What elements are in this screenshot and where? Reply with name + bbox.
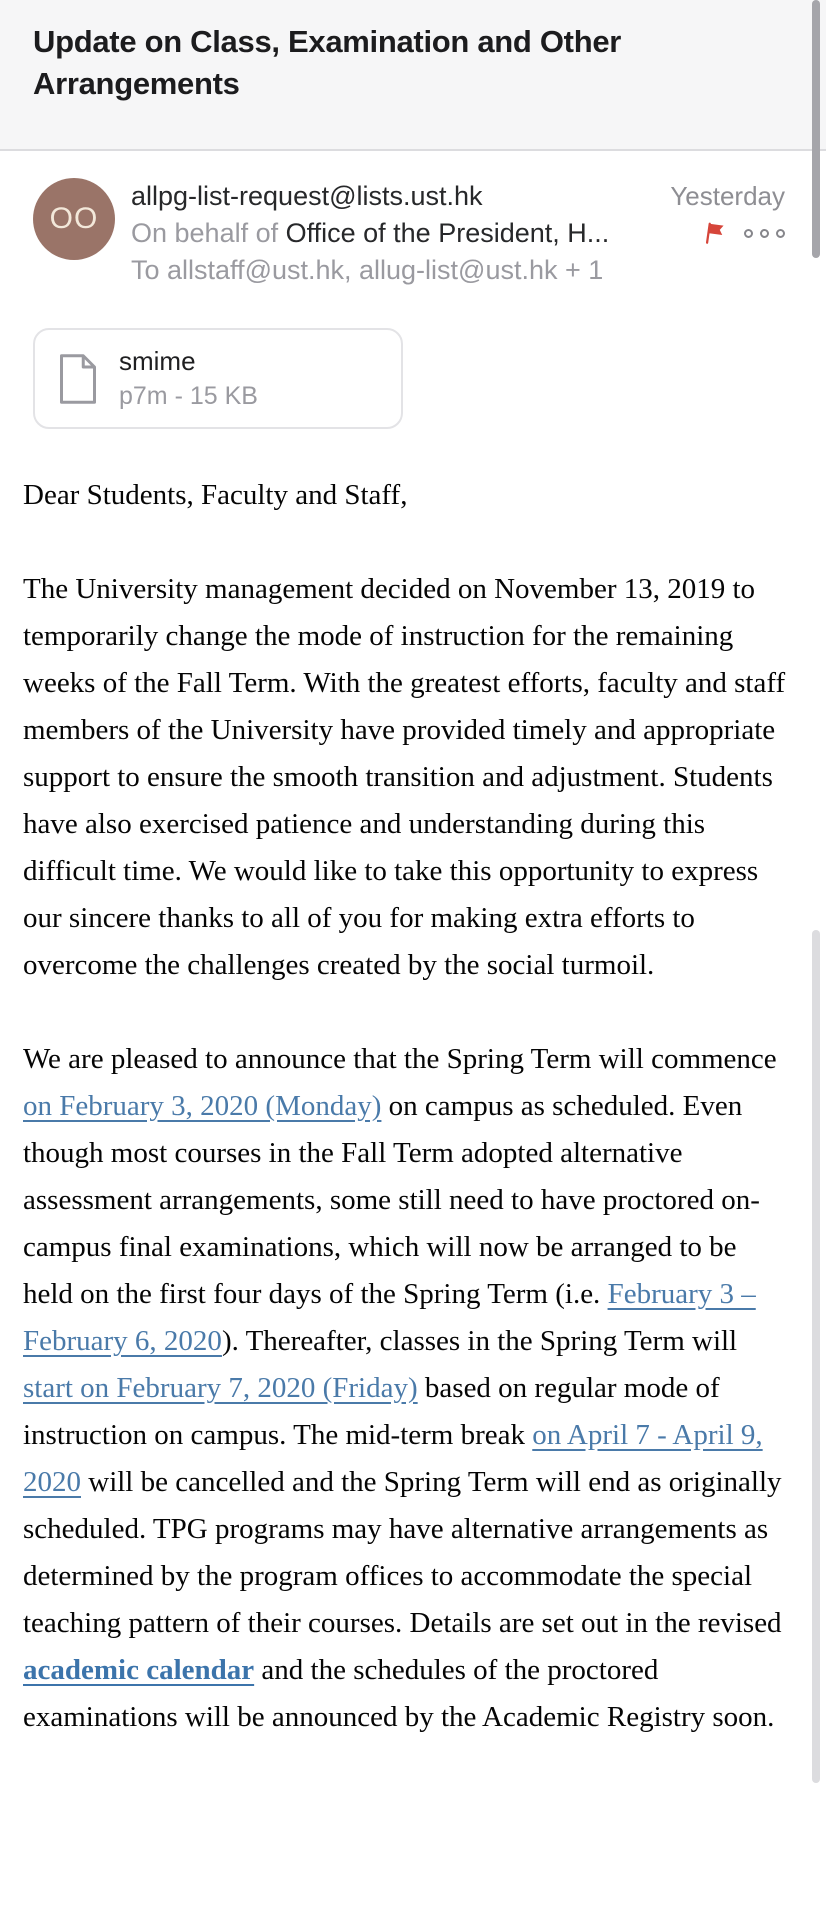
sender-email[interactable]: allpg-list-request@lists.ust.hk [131, 181, 483, 211]
body-text-segment: based on regular mode of instruction on campus. The mid-term break [23, 1372, 720, 1451]
on-behalf-prefix: On behalf of [131, 218, 286, 248]
sender-row [131, 178, 785, 215]
subject-bar [0, 0, 826, 151]
sender-details [131, 178, 785, 289]
page-scrollbar-thumb[interactable] [812, 0, 820, 258]
body-text-segment: ). Thereafter, classes in the Spring Term will [221, 1325, 738, 1357]
attachment-card[interactable] [33, 328, 403, 429]
body-link[interactable]: academic calendar [23, 1654, 255, 1686]
attachment-meta: p7m - 15 KB [119, 382, 258, 410]
body-text-segment: will be cancelled and the Spring Term will end as originally scheduled. TPG programs may have alternative arrangements as determined by the program offices to accommodate the special teaching pattern of their courses. Details are set out in the revised [23, 1466, 782, 1639]
body-link[interactable]: start on February 7, 2020 (Friday) [23, 1372, 418, 1404]
more-options-icon[interactable] [744, 229, 785, 238]
sender-avatar[interactable] [33, 178, 115, 260]
subject-title: Update on Class, Examination and Other Arrangements [33, 24, 622, 101]
message-body [23, 472, 789, 1741]
on-behalf-text [131, 218, 689, 249]
attachment-info [119, 346, 258, 411]
body-paragraph-2 [23, 1036, 789, 1741]
recipients[interactable]: To allstaff@ust.hk, allug-list@ust.hk + 1 [131, 255, 604, 285]
avatar-initials: OO [49, 202, 99, 235]
attachment-name: smime [119, 346, 196, 376]
sender-header [0, 151, 826, 289]
body-paragraph-1: The University management decided on November 13, 2019 to temporarily change the mode of instruction for the remaining weeks of the Fall Term. With the greatest efforts, faculty and staff members of the University have provided timely and appropriate support to ensure the smooth transition and adjustment. Students have also exercised patience and understanding during this difficult time. We would like to take this opportunity to express our sincere thanks to all of you for making extra efforts to overcome the challenges created by the social turmoil. [23, 573, 786, 981]
recipients-row [131, 252, 785, 289]
body-link[interactable]: on April 7 - April 9, 2020 [23, 1419, 763, 1498]
body-scrollbar-thumb[interactable] [812, 930, 820, 1783]
body-salutation: Dear Students, Faculty and Staff, [23, 479, 408, 511]
body-link[interactable]: on February 3, 2020 (Monday) [23, 1090, 382, 1122]
timestamp: Yesterday [670, 181, 785, 211]
flag-icon[interactable] [701, 220, 728, 247]
body-link[interactable]: February 3 – February 6, 2020 [23, 1278, 756, 1357]
body-text-segment: and the schedules of the proctored examinations will be announced by the Academic Registry soon. [23, 1654, 775, 1733]
body-text-segment: on campus as scheduled. Even though most courses in the Fall Term adopted alternative assessment arrangements, some still need to have proctored on-campus final examinations, which will now be arranged to be held on the first four days of the Spring Term (i.e. [23, 1090, 760, 1310]
document-icon [57, 352, 99, 406]
on-behalf-name: Office of the President, H... [285, 218, 610, 248]
on-behalf-row [131, 215, 785, 252]
body-text-segment: We are pleased to announce that the Spring Term will commence [23, 1043, 777, 1075]
